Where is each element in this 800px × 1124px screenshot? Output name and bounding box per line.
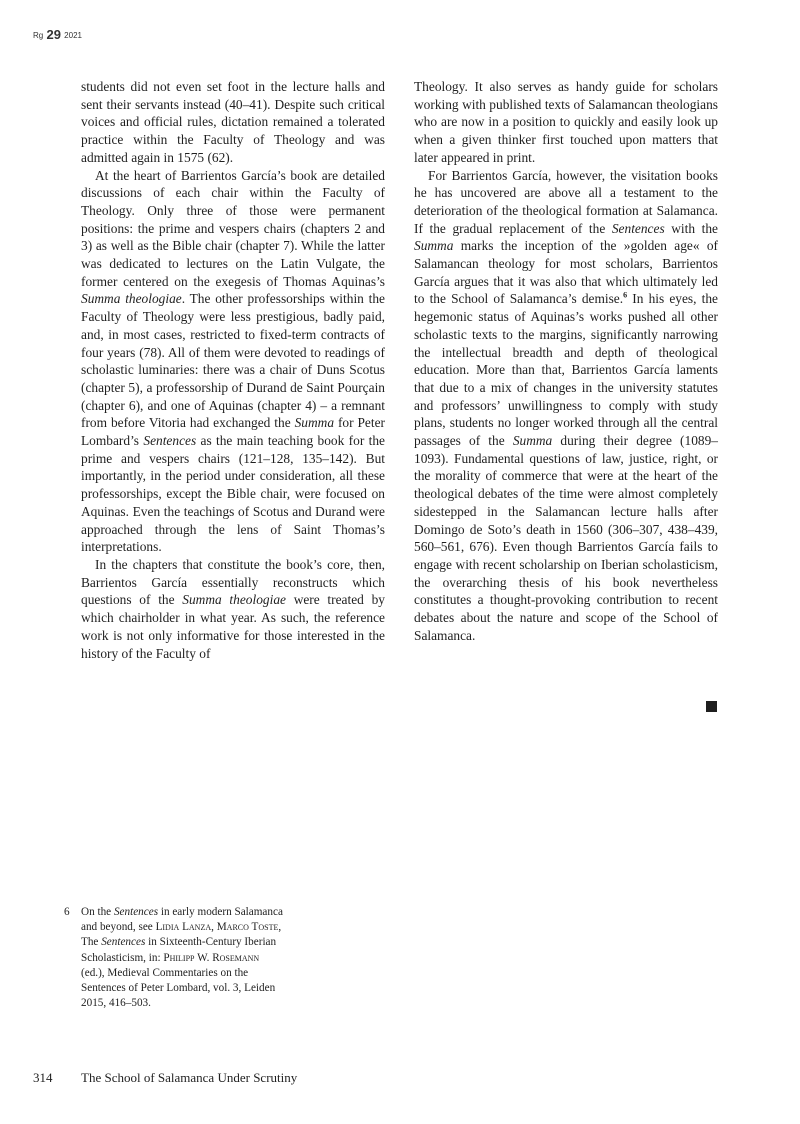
journal-year: 2021 (64, 31, 82, 40)
paragraph: students did not even set foot in the lecture halls and sent their servants instead (40–41). Despite such critical voices and official rules, dictation remained a tolerated practice within the Faculty of Theology and was admitted again in 1575 (62). (81, 79, 385, 165)
paragraph: Theology. It also serves as handy guide for scholars working with published texts of Salamancan theologians who are now in a position to quickly and easily look up when a given thinker first touched upon matters that later appeared in print. (414, 79, 718, 165)
footnote (64, 905, 284, 1011)
footnote-text: On the Sentences in early modern Salamanca and beyond, see Lidia Lanza, Marco Toste, The Sentences in Sixteenth-Century Iberian Scholasticism, in: Philipp W. Rosemann (ed.), Medieval Commentaries on the Sentences of Peter Lombard, vol. 3, Leiden 2015, 416–503. (81, 906, 283, 1010)
paragraph: For Barrientos García, however, the visitation books he has uncovered are above all a testament to the deterioration of the theological formation at Salamanca. If the gradual replacement of the Sentences with the Summa marks the inception of the »golden age« of Salamancan theology for most scholars, Barrientos García argues that it was also that which ultimately led to the School of Salamanca’s demise.$^6$ In his eyes, the hegemonic status of Aquinas’s works pushed all other scholastic texts to the margins, significantly narrowing the intellectual breadth and depth of theological education. More than that, Barrientos García laments that due to a mix of changes in the university statutes and professors’ unwillingness to comply with study plans, students no longer worked through all the central passages of the Summa during their degree (1089–1093). Fundamental questions of law, justice, right, or the morality of commerce that were at the heart of the theological debates of the time were almost completely sidestepped in the Salamancan lecture halls after Domingo de Soto’s death in 1560 (306–307, 438–439, 560–561, 676). Even though Barrientos García fails to engage with recent scholarship on Iberian scholasticism, the overarching thesis of his book nevertheless constitutes a thought-provoking contribution to recent debates about the nature and scope of the School of Salamanca. (414, 167, 719, 643)
footnote-reference[interactable]: 6 (623, 290, 628, 300)
left-column (81, 78, 385, 662)
end-of-article-mark (706, 701, 717, 712)
author-name: Marco Toste (216, 921, 279, 934)
editor-name: Philipp W. Rosemann (163, 951, 260, 964)
footnote-number: 6 (64, 906, 70, 918)
paragraph: In the chapters that constitute the book’s core, then, Barrientos García essentially reconstructs which questions of the Summa theologiae were treated by which chairholder in what year. As such, the reference work is not only informative for those interested in the history of the Faculty of (81, 556, 385, 661)
author-name: Lidia Lanza (155, 921, 212, 934)
journal-abbrev: Rg (33, 31, 44, 40)
volume-number: 29 (46, 27, 61, 42)
paragraph: At the heart of Barrientos García’s book are detailed discussions of each chair within the Faculty of Theology. Only three of those were permanent positions: the prime and vespers chairs (chapters 2 and 3) as well as the Bible chair (chapter 7). While the latter was dedicated to lectures on the Latin Vulgate, the former centered on the exegesis of Thomas Aquinas’s Summa theologiae. The other professorships within the Faculty of Theology were less prestigious, badly paid, and, in most cases, restricted to fixed-term contracts of four years (78). All of them were devoted to readings of scholastic luminaries: there was a chair of Duns Scotus (chapter 5), a professorship of Durand de Saint Pourçain (chapter 6), and one of Aquinas (chapter 4) – a remnant from before Vitoria had exchanged the Summa for Peter Lombard’s Sentences as the main teaching book for the prime and vespers chairs (121–128, 135–142). But importantly, in the period under consideration, all these professorships, except the Bible chair, were focused on Aquinas. Even the teachings of Scotus and Durand were approached through the lens of Saint Thomas’s interpretations. (81, 167, 386, 555)
right-column (414, 78, 718, 645)
page-number: 314 (33, 1070, 53, 1085)
running-head (33, 29, 82, 42)
page-footer (33, 1070, 297, 1086)
running-title: The School of Salamanca Under Scrutiny (81, 1070, 298, 1085)
